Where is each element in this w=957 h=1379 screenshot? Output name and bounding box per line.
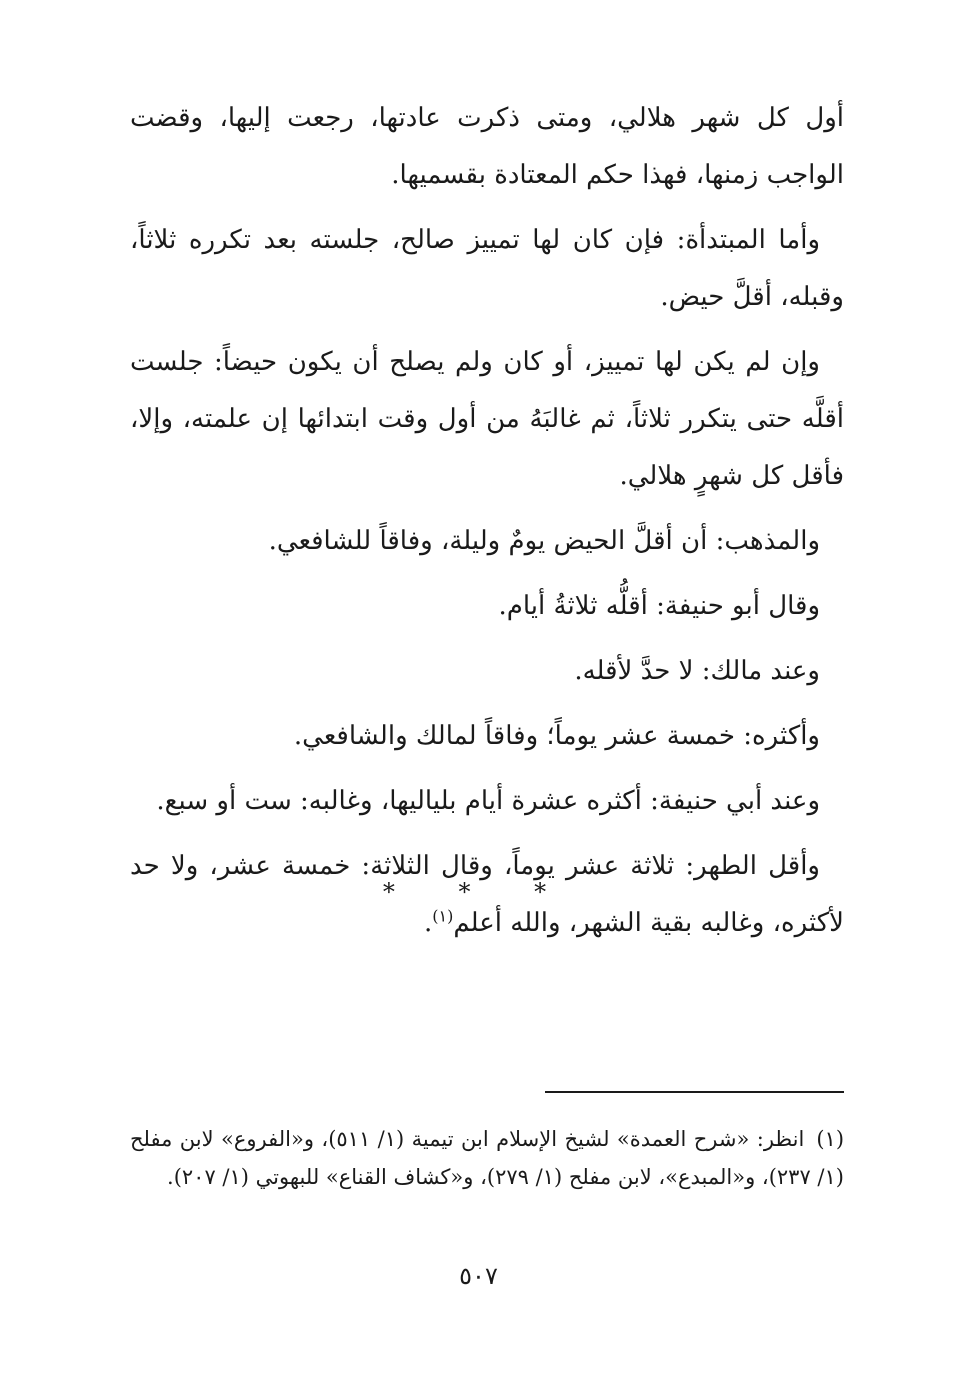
paragraph-7: وأكثره: خمسة عشر يوماً؛ وفاقاً لمالك والشافعي. — [293, 721, 820, 751]
paragraph-2: وأما المبتدأة: فإن كان لها تمييز صالح، جلسته بعد تكرره ثلاثاً، وقبله، أقلَّ حيض. — [130, 225, 844, 312]
footnote-1 — [130, 1120, 844, 1196]
footnote-divider — [545, 1091, 844, 1093]
footnote-text: انظر: «شرح العمدة» لشيخ الإسلام ابن تيمية (١/ ٥١١)، و«الفروع» لابن مفلح (١/ ٢٣٧)، و«المبدع»، لابن مفلح (١/ ٢٧٩)، و«كشاف القناع» للبهوتي (١/ ٢٠٧). — [130, 1127, 844, 1189]
main-text — [130, 90, 844, 960]
paragraph-1: أول كل شهر هلالي، ومتى ذكرت عادتها، رجعت إليها، وقضت الواجب زمنها، فهذا حكم المعتادة بقسميها. — [130, 103, 844, 190]
footnote-reference[interactable]: (١) — [432, 906, 454, 926]
footnote-number: (١) — [816, 1127, 845, 1151]
paragraph-9-text: وأقل الطهر: ثلاثة عشر يوماً، وقال الثلاثة: خمسة عشر، ولا حد لأكثره، وغالبه بقية الشهر، والله أعلم — [130, 851, 844, 938]
paragraph-4: والمذهب: أن أقلَّ الحيض يومٌ وليلة، وفاقاً للشافعي. — [268, 526, 820, 556]
footnotes — [130, 1120, 844, 1196]
paragraph-5: وقال أبو حنيفة: أقلُّه ثلاثةُ أيام. — [498, 591, 820, 621]
section-separator: * * * — [382, 878, 575, 906]
paragraph-6: وعند مالك: لا حدَّ لأقله. — [574, 656, 820, 686]
paragraph-8: وعند أبي حنيفة: أكثره عشرة أيام بلياليها، وغالبه: ست أو سبع. — [156, 786, 820, 816]
paragraph-3: وإن لم يكن لها تمييز، أو كان ولم يصلح أن يكون حيضاً: جلست أقلَّه حتى يتكرر ثلاثاً، ثم غالبَهُ من أول وقت ابتدائها إن علمته، وإلا، فأقل كل شهرٍ هلالي. — [130, 347, 844, 491]
page-number: ٥٠٧ — [459, 1262, 498, 1290]
paragraph-9-end: . — [423, 908, 433, 938]
